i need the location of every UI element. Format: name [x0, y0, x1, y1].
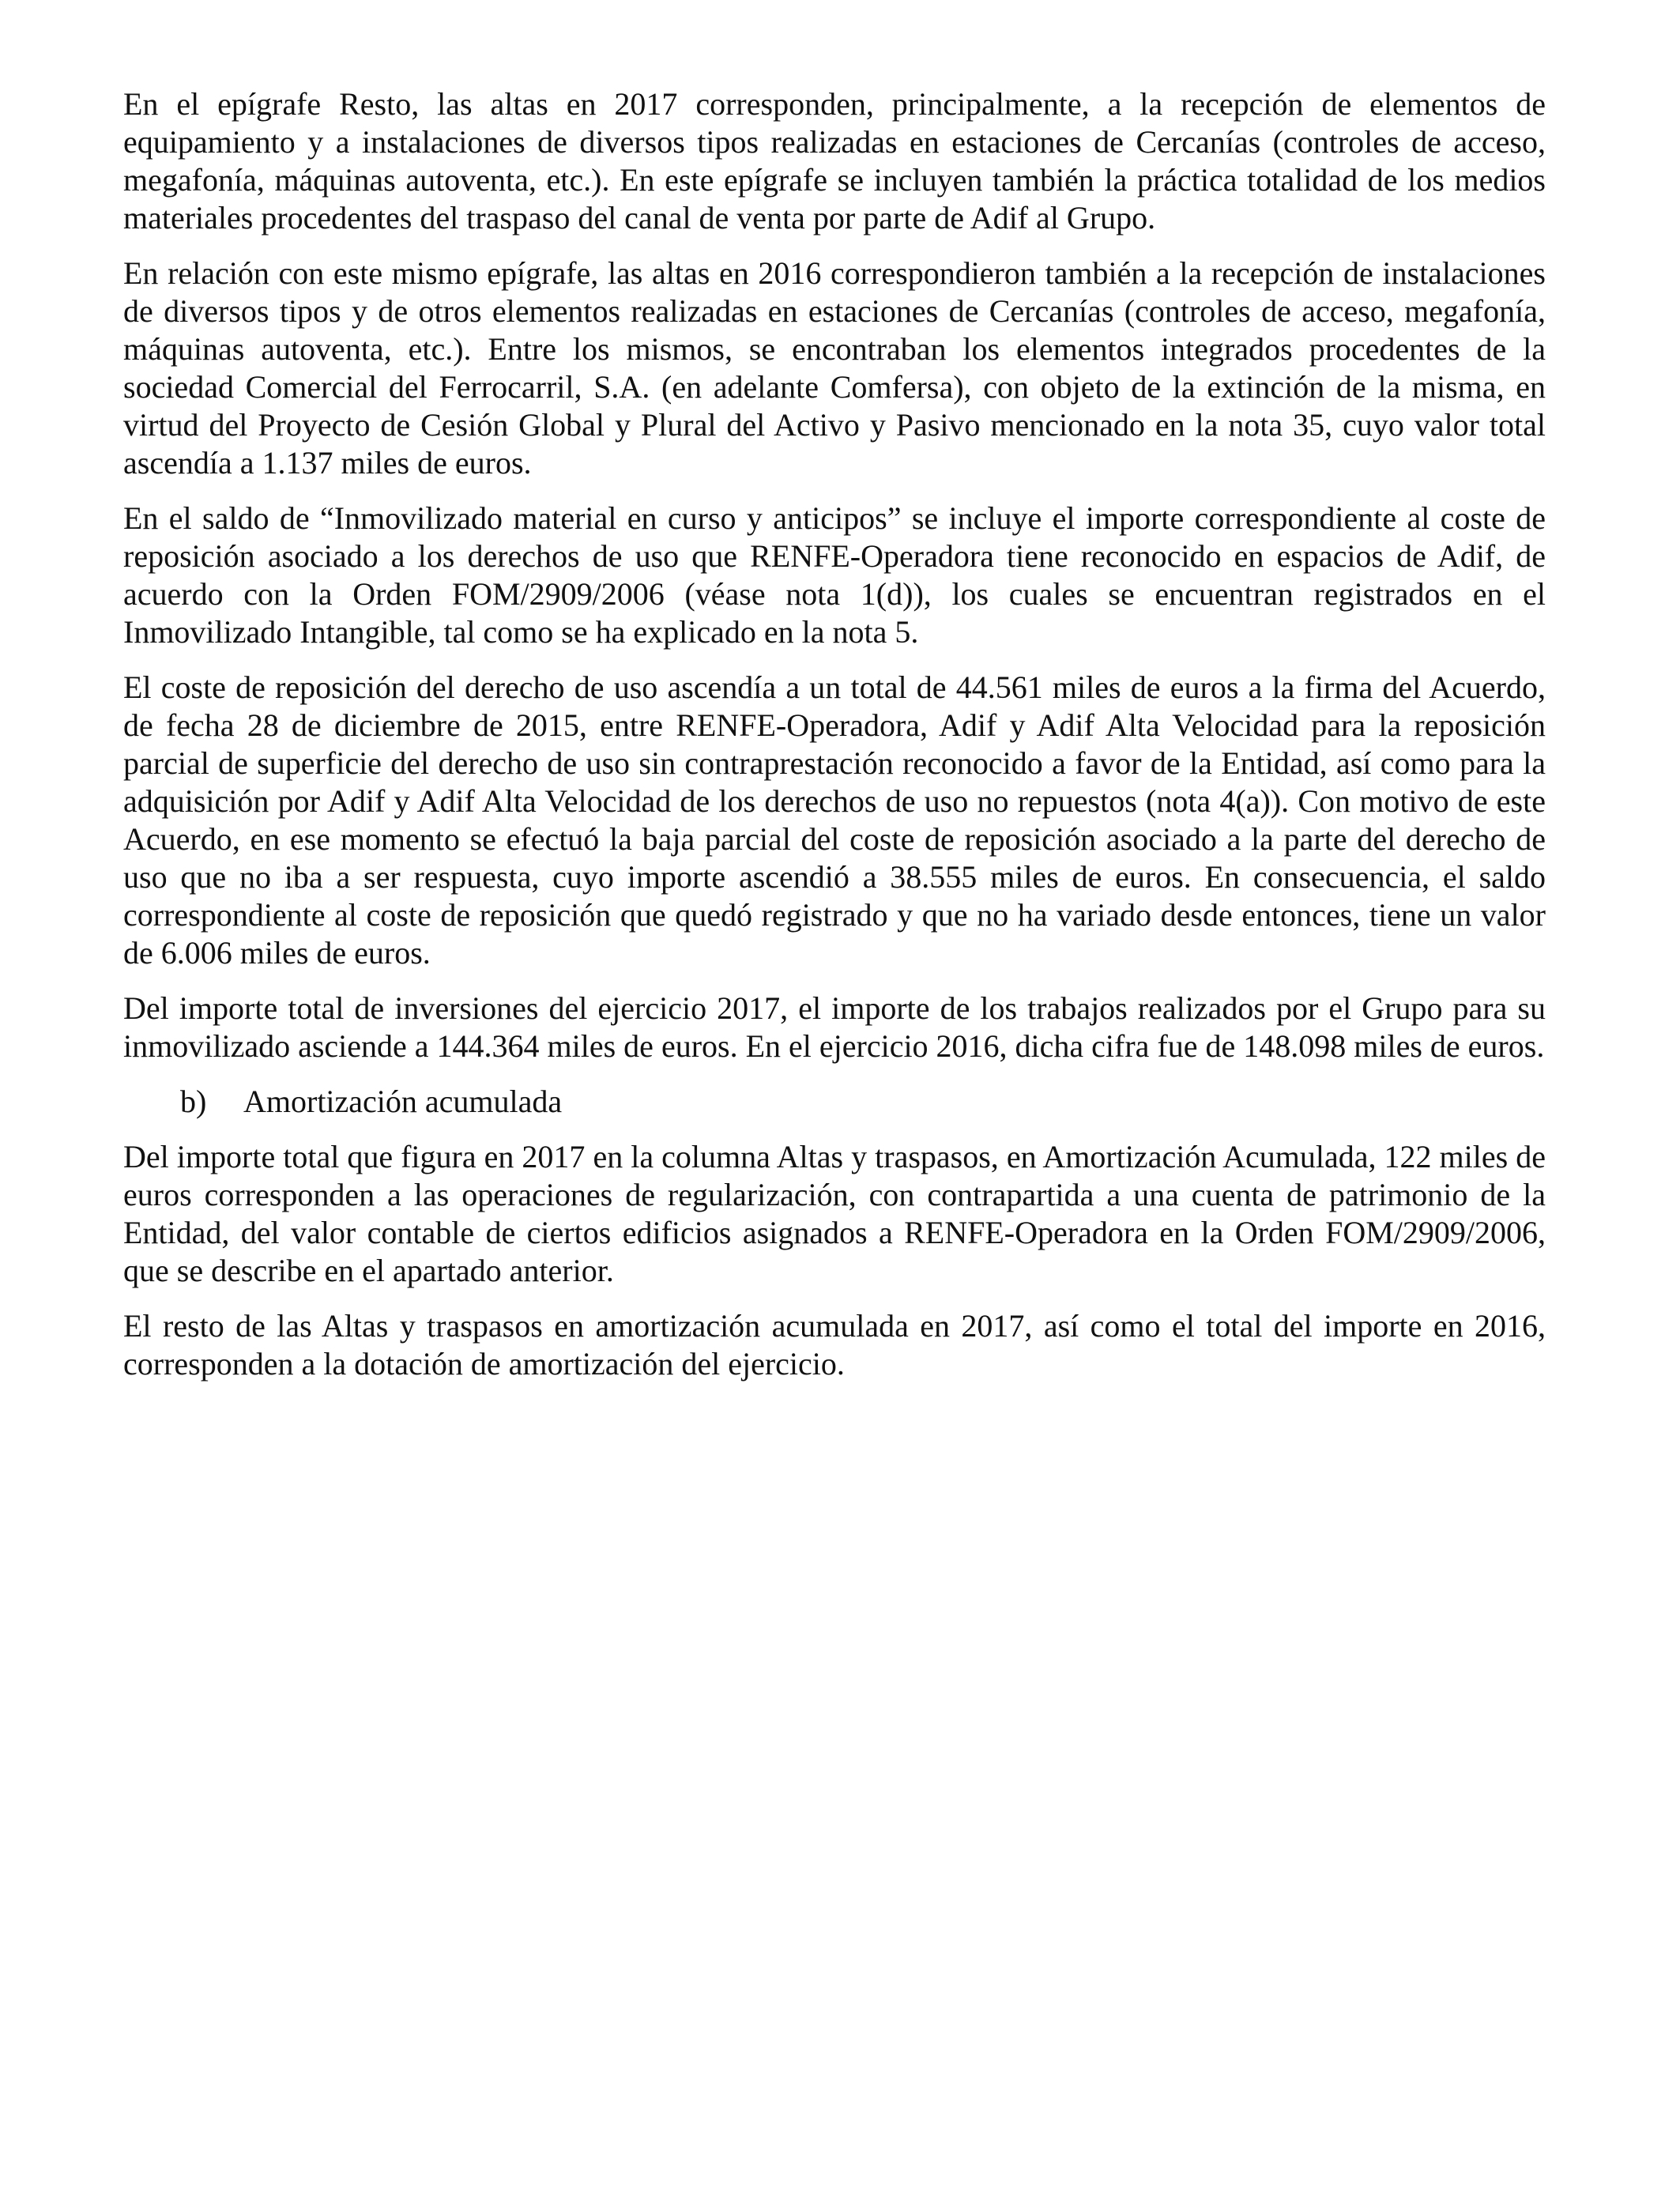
paragraph-amortizacion-regularizacion: Del importe total que figura en 2017 en la columna Altas y traspasos, en Amortización Acumulada, 122 miles de euros corresponden a las operaciones de regularización, con contrapartida a una cuenta de patrimonio de la Entidad, del valor contable de ciertos edificios asignados a RENFE-Operadora en la Orden FOM/2909/2006, que se describe en el apartado anterior. [123, 1139, 1546, 1288]
paragraph-amortizacion-dotacion: El resto de las Altas y traspasos en amortización acumulada en 2017, así como el total del importe en 2016, corresponden a la dotación de amortización del ejercicio. [123, 1308, 1546, 1382]
section-marker: b) [180, 1084, 207, 1119]
section-title: Amortización acumulada [243, 1084, 563, 1119]
paragraph-trabajos-realizados: Del importe total de inversiones del ejercicio 2017, el importe de los trabajos realizados por el Grupo para su inmovilizado asciende a 144.364 miles de euros. En el ejercicio 2016, dicha cifra fue de 148.098 miles de euros. [123, 990, 1546, 1064]
document-page [123, 85, 1546, 1400]
paragraph-inmovilizado-en-curso: En el saldo de “Inmovilizado material en curso y anticipos” se incluye el importe correspondiente al coste de reposición asociado a los derechos de uso que RENFE-Operadora tiene reconocido en espacios de Adif, de acuerdo con la Orden FOM/2909/2006 (véase nota 1(d)), los cuales se encuentran registrados en el Inmovilizado Intangible, tal como se ha explicado en la nota 5. [123, 500, 1546, 650]
paragraph-altas-2016: En relación con este mismo epígrafe, las altas en 2016 correspondieron también a la recepción de instalaciones de diversos tipos y de otros elementos realizadas en estaciones de Cercanías (controles de acceso, megafonía, máquinas autoventa, etc.). Entre los mismos, se encontraban los elementos integrados procedentes de la sociedad Comercial del Ferrocarril, S.A. (en adelante Comfersa), con objeto de la extinción de la misma, en virtud del Proyecto de Cesión Global y Plural del Activo y Pasivo mencionado en la nota 35, cuyo valor total ascendía a 1.137 miles de euros. [123, 255, 1546, 481]
paragraph-resto-altas-2017: En el epígrafe Resto, las altas en 2017 corresponden, principalmente, a la recepción de elementos de equipamiento y a instalaciones de diversos tipos realizadas en estaciones de Cercanías (controles de acceso, megafonía, máquinas autoventa, etc.). En este epígrafe se incluyen también la práctica totalidad de los medios materiales procedentes del traspaso del canal de venta por parte de Adif al Grupo. [123, 86, 1546, 236]
paragraph-coste-reposicion: El coste de reposición del derecho de uso ascendía a un total de 44.561 miles de euros a la firma del Acuerdo, de fecha 28 de diciembre de 2015, entre RENFE-Operadora, Adif y Adif Alta Velocidad para la reposición parcial de superficie del derecho de uso sin contraprestación reconocido a favor de la Entidad, así como para la adquisición por Adif y Adif Alta Velocidad de los derechos de uso no repuestos (nota 4(a)). Con motivo de este Acuerdo, en ese momento se efectuó la baja parcial del coste de reposición asociado a la parte del derecho de uso que no iba a ser respuesta, cuyo importe ascendió a 38.555 miles de euros. En consecuencia, el saldo correspondiente al coste de reposición que quedó registrado y que no ha variado desde entonces, tiene un valor de 6.006 miles de euros. [123, 669, 1546, 971]
section-heading-amortizacion [123, 1083, 1546, 1121]
